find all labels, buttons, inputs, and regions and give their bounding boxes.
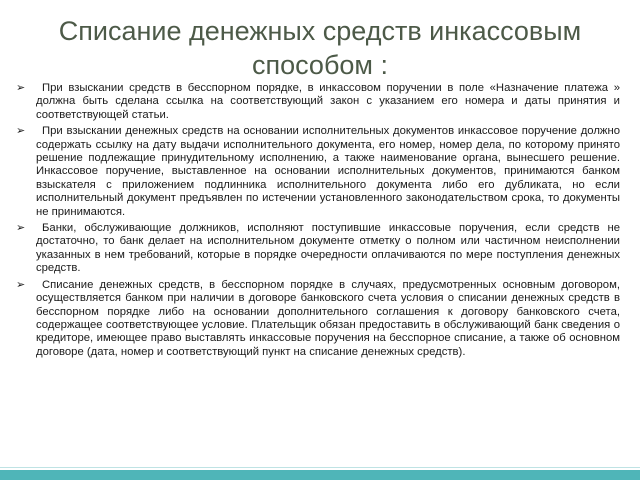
bullet-text: Банки, обслуживающие должников, исполняют поступившие инкассовые поручения, если средств не достаточно, то банк делает на исполнительном документе отметку о полном или частичном неисполнении указанных в нем требований, которые в порядке очередности оплачиваются по мере поступления денежных средств. (36, 222, 620, 275)
bullet-item (16, 222, 620, 276)
footer-divider (0, 467, 640, 468)
bullet-text: Списание денежных средств, в бесспорном порядке в случаях, предусмотренных основным договором, осуществляется банком при наличии в договоре банковского счета условия о списании денежных средств в бесспорном порядке либо на основании дополнительного соглашения к договору банковского счета, содержащее соответствующее условие. Плательщик обязан предоставить в обслуживающий банк сведения о кредиторе, имеющее право выставлять инкассовые поручения на бесспорное списание, а также об основном договоре (дата, номер и соответствующий пункт на списание денежных средств). (36, 278, 620, 358)
arrow-bullet-icon: ➢ (16, 222, 26, 235)
bullet-item (16, 279, 620, 359)
arrow-bullet-icon: ➢ (16, 125, 26, 138)
bullet-list (16, 82, 620, 362)
slide-title: Списание денежных средств инкассовым способом : (58, 16, 582, 80)
bullet-text: При взыскании денежных средств на основании исполнительных документов инкассовое поручение должно содержать ссылку на дату выдачи исполнительного документа, его номер, номер дела, по которому принято решение подлежащие принудительному исполнению, а также наименование органа, вынесшего решение. Инкассовое поручение, выставленное на основании исполнительных документов, принимаются банком взыскателя с приложением подлинника исполнительного документа либо его дубликата, но если исполнительный документ предъявлен по истечении установленного законодательством срока, то документы не принимаются. (36, 125, 620, 218)
arrow-bullet-icon: ➢ (16, 82, 26, 94)
bullet-item (16, 125, 620, 219)
bullet-item (16, 82, 620, 122)
arrow-bullet-icon: ➢ (16, 278, 26, 291)
bullet-text: При взыскании средств в бесспорном порядке, в инкассовом поручении в поле «Назначение платежа » должна быть сделана ссылка на соответствующий закон с указанием его номера и даты принятия и соответствующей статьи. (36, 82, 620, 121)
footer-accent-bar (0, 470, 640, 480)
